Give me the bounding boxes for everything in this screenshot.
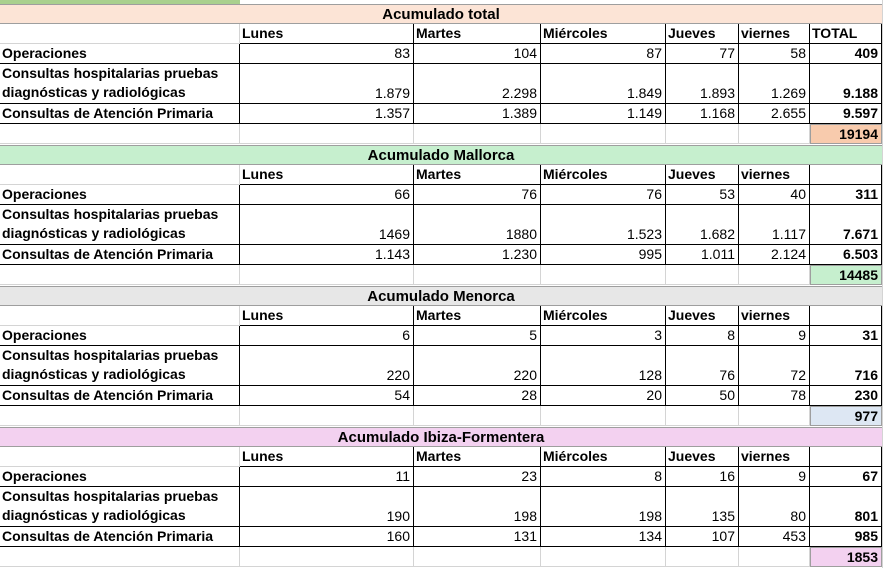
value-cell[interactable]: 8 <box>541 467 666 487</box>
row-label-1[interactable] <box>0 487 240 527</box>
value-cell[interactable]: 16 <box>666 467 739 487</box>
row-label-line1: Consultas de Atención Primaria <box>2 246 214 262</box>
row-total-cell[interactable]: 409 <box>810 44 882 64</box>
empty-cell[interactable] <box>541 265 666 285</box>
empty-cell[interactable] <box>0 124 240 144</box>
value-cell[interactable]: 20 <box>541 386 666 406</box>
column-header-1[interactable]: Martes <box>414 165 541 185</box>
value-cell[interactable]: 1.011 <box>666 245 739 265</box>
value-cell[interactable]: 1.893 <box>666 64 739 104</box>
value-cell[interactable]: 3 <box>541 326 666 346</box>
row-label-line1: Operaciones <box>2 468 87 484</box>
value-cell[interactable]: 80 <box>739 487 810 527</box>
value-cell[interactable]: 6 <box>240 326 414 346</box>
value-cell[interactable]: 220 <box>240 346 414 386</box>
empty-cell[interactable] <box>414 265 541 285</box>
value-cell[interactable]: 1.849 <box>541 64 666 104</box>
row-label-line1: Consultas hospitalarias pruebas <box>2 488 219 504</box>
empty-cell[interactable] <box>414 547 541 567</box>
row-label-1[interactable] <box>0 205 240 245</box>
empty-cell[interactable] <box>414 406 541 426</box>
column-header-1[interactable]: Martes <box>414 306 541 326</box>
column-header-0[interactable]: Lunes <box>240 447 414 467</box>
row-label-0[interactable] <box>0 326 240 346</box>
row-total-cell[interactable]: 311 <box>810 185 882 205</box>
row-label-line1: Consultas hospitalarias pruebas <box>2 65 219 81</box>
column-header-5[interactable] <box>810 306 882 326</box>
value-cell[interactable]: 40 <box>739 185 810 205</box>
value-cell[interactable]: 28 <box>414 386 541 406</box>
row-total-cell[interactable]: 801 <box>810 487 882 527</box>
value-cell[interactable]: 77 <box>666 44 739 64</box>
column-header-3[interactable]: Jueves <box>666 165 739 185</box>
column-header-0[interactable]: Lunes <box>240 24 414 44</box>
column-header-0[interactable]: Lunes <box>240 306 414 326</box>
empty-cell[interactable] <box>0 406 240 426</box>
header-blank-cell[interactable] <box>0 165 240 185</box>
value-cell[interactable]: 104 <box>414 44 541 64</box>
empty-cell[interactable] <box>240 406 414 426</box>
row-label-line2: diagnósticas y radiológicas <box>2 507 186 523</box>
empty-cell[interactable] <box>541 547 666 567</box>
value-cell[interactable]: 11 <box>240 467 414 487</box>
row-label-2[interactable] <box>0 104 240 124</box>
empty-cell[interactable] <box>666 406 739 426</box>
value-cell[interactable]: 1.149 <box>541 104 666 124</box>
row-label-line1: Operaciones <box>2 327 87 343</box>
value-cell[interactable]: 76 <box>414 185 541 205</box>
column-header-5[interactable] <box>810 447 882 467</box>
value-cell[interactable]: 23 <box>414 467 541 487</box>
column-header-3[interactable]: Jueves <box>666 306 739 326</box>
value-cell[interactable]: 1.682 <box>666 205 739 245</box>
row-total-cell[interactable]: 31 <box>810 326 882 346</box>
row-label-line1: Consultas de Atención Primaria <box>2 387 214 403</box>
section-title-2[interactable]: Acumulado Menorca <box>0 286 882 306</box>
header-blank-cell[interactable] <box>0 306 240 326</box>
row-label-line2: diagnósticas y radiológicas <box>2 366 186 382</box>
section-title-3[interactable]: Acumulado Ibiza-Formentera <box>0 427 882 447</box>
empty-cell[interactable] <box>240 265 414 285</box>
column-header-1[interactable]: Martes <box>414 447 541 467</box>
value-cell[interactable]: 1.230 <box>414 245 541 265</box>
row-label-line1: Consultas hospitalarias pruebas <box>2 347 219 363</box>
value-cell[interactable]: 107 <box>666 527 739 547</box>
row-label-2[interactable] <box>0 527 240 547</box>
section-title-0[interactable]: Acumulado total <box>0 4 882 24</box>
row-label-line1: Operaciones <box>2 186 87 202</box>
row-total-cell[interactable]: 7.671 <box>810 205 882 245</box>
value-cell[interactable]: 1880 <box>414 205 541 245</box>
value-cell[interactable]: 1.168 <box>666 104 739 124</box>
value-cell[interactable]: 128 <box>541 346 666 386</box>
row-label-1[interactable] <box>0 346 240 386</box>
column-header-3[interactable]: Jueves <box>666 447 739 467</box>
value-cell[interactable]: 1.879 <box>240 64 414 104</box>
row-label-0[interactable] <box>0 44 240 64</box>
column-header-5[interactable]: TOTAL <box>810 24 882 44</box>
value-cell[interactable]: 160 <box>240 527 414 547</box>
value-cell[interactable]: 54 <box>240 386 414 406</box>
value-cell[interactable]: 58 <box>739 44 810 64</box>
value-cell[interactable]: 66 <box>240 185 414 205</box>
column-header-4[interactable]: viernes <box>739 447 810 467</box>
row-total-cell[interactable]: 716 <box>810 346 882 386</box>
row-total-cell[interactable]: 67 <box>810 467 882 487</box>
row-total-cell[interactable]: 6.503 <box>810 245 882 265</box>
column-header-5[interactable] <box>810 165 882 185</box>
value-cell[interactable]: 2.124 <box>739 245 810 265</box>
row-label-2[interactable] <box>0 386 240 406</box>
empty-cell[interactable] <box>240 124 414 144</box>
value-cell[interactable]: 1.143 <box>240 245 414 265</box>
value-cell[interactable]: 72 <box>739 346 810 386</box>
value-cell[interactable]: 1.357 <box>240 104 414 124</box>
row-label-line1: Consultas de Atención Primaria <box>2 528 214 544</box>
row-label-line2: diagnósticas y radiológicas <box>2 84 186 100</box>
value-cell[interactable]: 78 <box>739 386 810 406</box>
row-total-cell[interactable]: 9.597 <box>810 104 882 124</box>
row-label-line1: Consultas hospitalarias pruebas <box>2 206 219 222</box>
column-header-2[interactable]: Miércoles <box>541 165 666 185</box>
row-total-cell[interactable]: 9.188 <box>810 64 882 104</box>
value-cell[interactable]: 995 <box>541 245 666 265</box>
header-blank-cell[interactable] <box>0 447 240 467</box>
header-blank-cell[interactable] <box>0 24 240 44</box>
section-grand-total[interactable]: 14485 <box>810 265 882 285</box>
column-header-4[interactable]: viernes <box>739 306 810 326</box>
row-label-2[interactable] <box>0 245 240 265</box>
row-label-0[interactable] <box>0 467 240 487</box>
empty-cell[interactable] <box>666 547 739 567</box>
row-label-0[interactable] <box>0 185 240 205</box>
column-header-2[interactable]: Miércoles <box>541 447 666 467</box>
column-header-2[interactable]: Miércoles <box>541 24 666 44</box>
value-cell[interactable]: 50 <box>666 386 739 406</box>
value-cell[interactable]: 190 <box>240 487 414 527</box>
value-cell[interactable]: 9 <box>739 467 810 487</box>
row-label-1[interactable] <box>0 64 240 104</box>
value-cell[interactable]: 9 <box>739 326 810 346</box>
gutter-column <box>882 0 893 568</box>
value-cell[interactable]: 83 <box>240 44 414 64</box>
empty-cell[interactable] <box>739 547 810 567</box>
empty-cell[interactable] <box>414 124 541 144</box>
value-cell[interactable]: 134 <box>541 527 666 547</box>
value-cell[interactable]: 1.117 <box>739 205 810 245</box>
value-cell[interactable]: 198 <box>414 487 541 527</box>
value-cell[interactable]: 1.523 <box>541 205 666 245</box>
value-cell[interactable]: 220 <box>414 346 541 386</box>
row-label-line2: diagnósticas y radiológicas <box>2 225 186 241</box>
row-total-cell[interactable]: 230 <box>810 386 882 406</box>
value-cell[interactable]: 5 <box>414 326 541 346</box>
value-cell[interactable]: 76 <box>666 346 739 386</box>
value-cell[interactable]: 1.269 <box>739 64 810 104</box>
value-cell[interactable]: 131 <box>414 527 541 547</box>
empty-cell[interactable] <box>0 547 240 567</box>
empty-cell[interactable] <box>240 547 414 567</box>
value-cell[interactable]: 8 <box>666 326 739 346</box>
empty-cell[interactable] <box>0 265 240 285</box>
empty-cell[interactable] <box>739 265 810 285</box>
column-header-1[interactable]: Martes <box>414 24 541 44</box>
column-header-2[interactable]: Miércoles <box>541 306 666 326</box>
row-total-cell[interactable]: 985 <box>810 527 882 547</box>
value-cell[interactable]: 76 <box>541 185 666 205</box>
column-header-0[interactable]: Lunes <box>240 165 414 185</box>
value-cell[interactable]: 453 <box>739 527 810 547</box>
value-cell[interactable]: 1469 <box>240 205 414 245</box>
value-cell[interactable]: 2.655 <box>739 104 810 124</box>
section-title-1[interactable]: Acumulado Mallorca <box>0 145 882 165</box>
value-cell[interactable]: 87 <box>541 44 666 64</box>
value-cell[interactable]: 135 <box>666 487 739 527</box>
value-cell[interactable]: 2.298 <box>414 64 541 104</box>
column-header-4[interactable]: viernes <box>739 24 810 44</box>
row-label-line1: Consultas de Atención Primaria <box>2 105 214 121</box>
section-grand-total[interactable]: 19194 <box>810 124 882 144</box>
value-cell[interactable]: 198 <box>541 487 666 527</box>
value-cell[interactable]: 53 <box>666 185 739 205</box>
empty-cell[interactable] <box>666 124 739 144</box>
section-grand-total[interactable]: 977 <box>810 406 882 426</box>
empty-cell[interactable] <box>541 124 666 144</box>
empty-cell[interactable] <box>666 265 739 285</box>
value-cell[interactable]: 1.389 <box>414 104 541 124</box>
empty-cell[interactable] <box>739 406 810 426</box>
empty-cell[interactable] <box>739 124 810 144</box>
column-header-3[interactable]: Jueves <box>666 24 739 44</box>
section-grand-total[interactable]: 1853 <box>810 547 882 567</box>
column-header-4[interactable]: viernes <box>739 165 810 185</box>
row-label-line1: Operaciones <box>2 45 87 61</box>
empty-cell[interactable] <box>541 406 666 426</box>
